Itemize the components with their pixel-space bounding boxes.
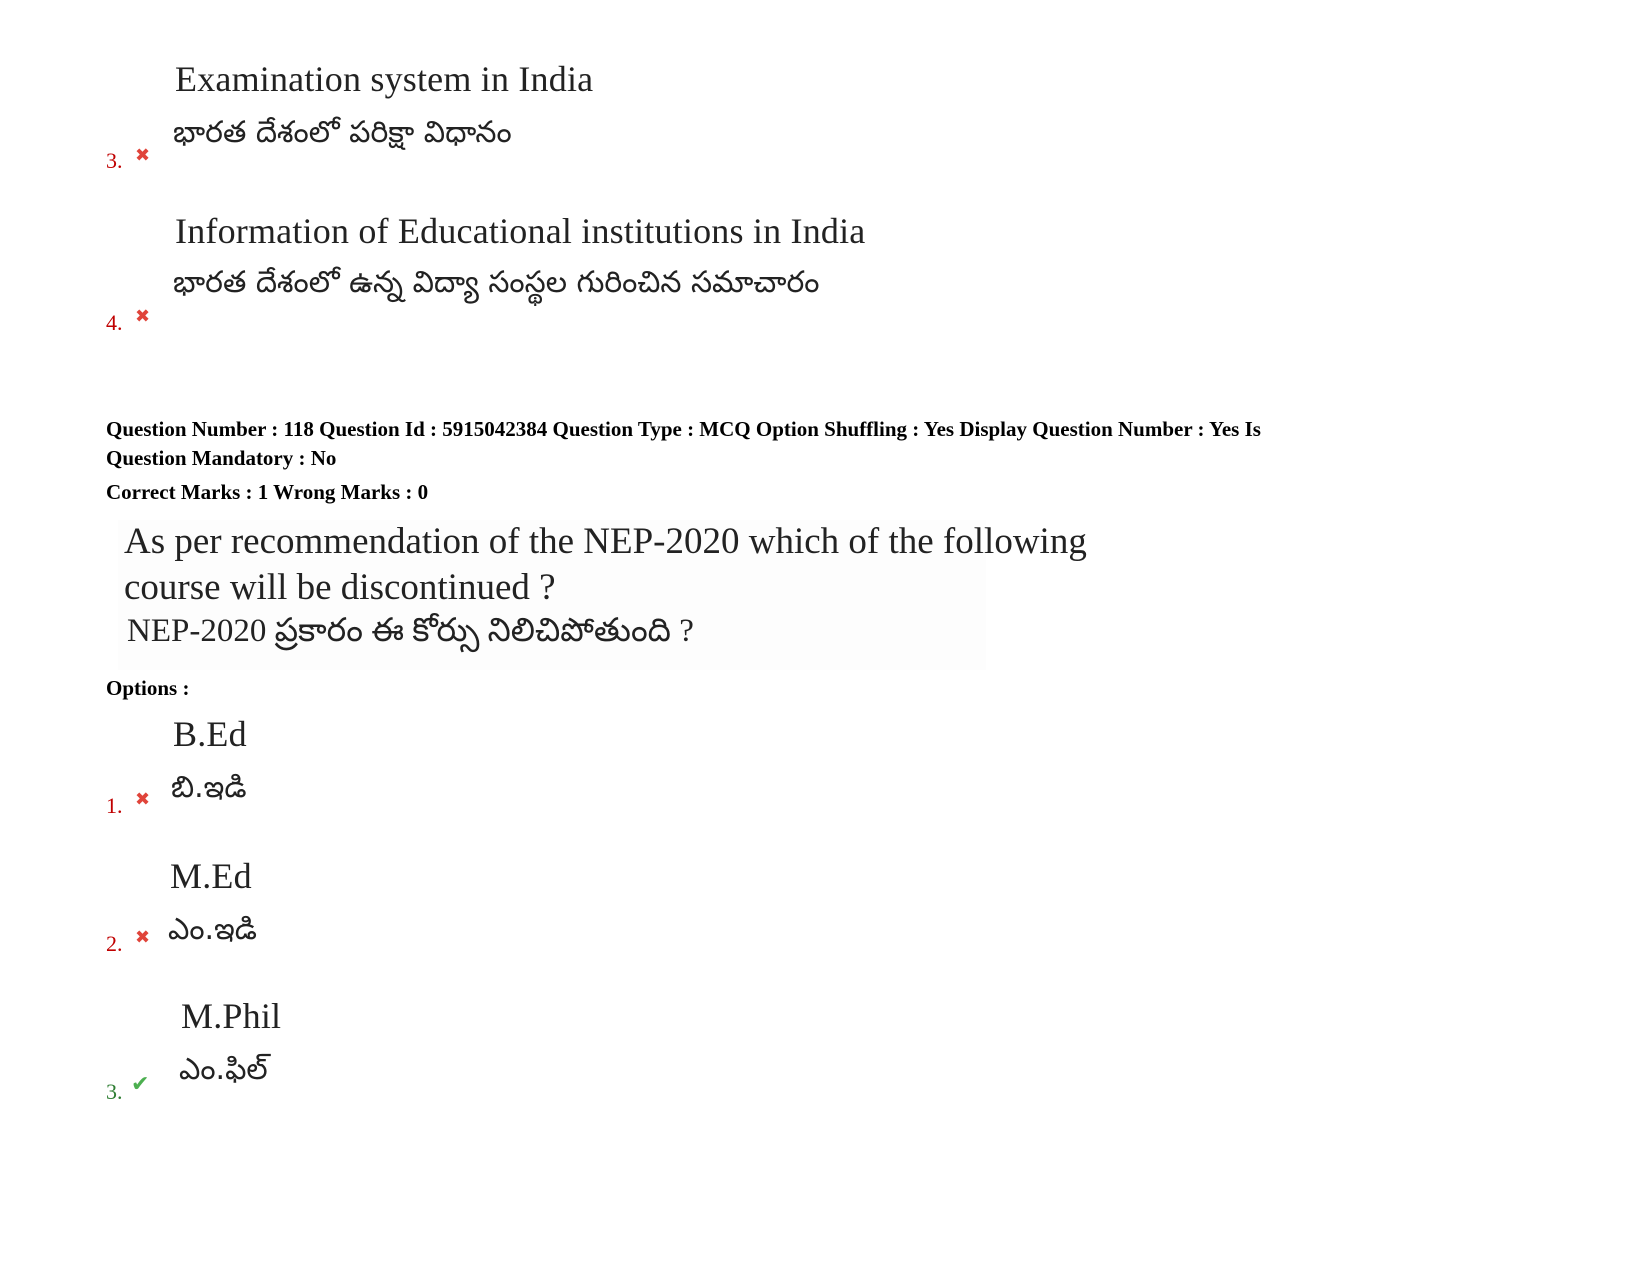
option-telugu-text: భారత దేశంలో ఉన్న విద్యా సంస్థల గురించిన సమాచారం — [173, 265, 820, 300]
option-english-text: M.Ed — [170, 856, 252, 896]
option-english-text: Examination system in India — [175, 59, 594, 99]
question-meta-line1: Question Number : 118 Question Id : 5915042384 Question Type : MCQ Option Shuffling : Yes Display Question Number : Yes Is — [106, 417, 1261, 441]
option-english-text: B.Ed — [173, 714, 247, 754]
cross-icon: ✖ — [135, 789, 151, 810]
question-image — [118, 520, 1087, 670]
option-english-text: Information of Educational institutions in India — [175, 211, 866, 251]
cross-icon: ✖ — [135, 145, 151, 166]
option-number: 4. — [106, 310, 123, 335]
option-telugu-text: ఎం.ఇడి — [168, 912, 257, 947]
cross-icon: ✖ — [135, 306, 151, 327]
question-text-line3: NEP-2020 ప్రకారం ఈ కోర్సు నిలిచిపోతుంది ? — [127, 613, 694, 649]
question-text-line2: course will be discontinued ? — [124, 567, 556, 608]
question-marks: Correct Marks : 1 Wrong Marks : 0 — [106, 480, 429, 504]
option-telugu-text: బి.ఇడి — [171, 770, 247, 805]
option-telugu-text: భారత దేశంలో పరిక్షా విధానం — [173, 115, 512, 150]
options-label: Options : — [106, 676, 190, 700]
cross-icon: ✖ — [135, 927, 151, 948]
check-icon: ✔ — [131, 1072, 150, 1097]
option-telugu-text: ఎం.ఫిల్ — [179, 1052, 268, 1087]
option-number: 3. — [106, 1079, 123, 1104]
option-number: 2. — [106, 931, 123, 956]
option-english-text: M.Phil — [181, 996, 282, 1036]
option-number: 1. — [106, 793, 123, 818]
question-text-line1: As per recommendation of the NEP-2020 which of the following — [124, 521, 1087, 562]
question-meta-line2: Question Mandatory : No — [106, 446, 337, 470]
option-number: 3. — [106, 148, 123, 173]
